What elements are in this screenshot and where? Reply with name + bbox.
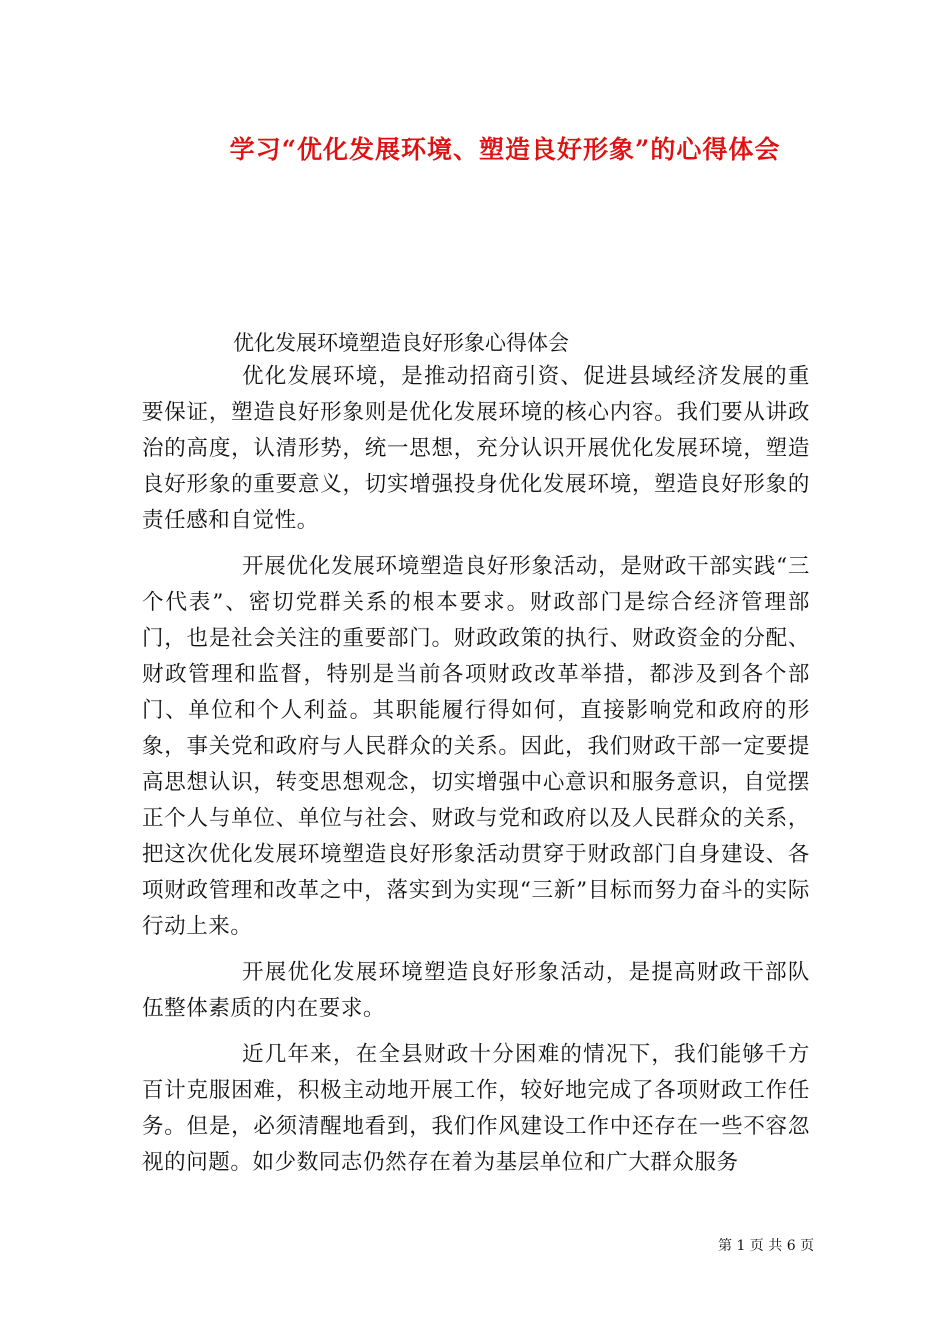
document-body: [142, 359, 810, 1191]
paragraph-3: 开展优化发展环境塑造良好形象活动，是提高财政干部队伍整体素质的内在要求。: [142, 960, 810, 1021]
paragraph-1: 优化发展环境，是推动招商引资、促进县域经济发展的重要保证，塑造良好形象则是优化发展环境的核心内容。我们要从讲政治的高度，认清形势，统一思想，充分认识开展优化发展环境，塑造良好形象的重要意义，切实增强投身优化发展环境，塑造良好形象的责任感和自觉性。: [142, 364, 810, 533]
document-title: 学习“优化发展环境、塑造良好形象”的心得体会: [229, 135, 781, 164]
page-number-footer: 第 1 页 共 6 页: [718, 1238, 815, 1254]
paragraph-4: 近几年来，在全县财政十分困难的情况下，我们能够千方百计克服困难，积极主动地开展工作，较好地完成了各项财政工作任务。但是，必须清醒地看到，我们作风建设工作中还存在一些不容忽视的问题。如少数同志仍然存在着为基层单位和广大群众服务: [142, 1042, 810, 1175]
document-subtitle: 优化发展环境塑造良好形象心得体会: [233, 331, 569, 355]
paragraph-2: 开展优化发展环境塑造良好形象活动，是财政干部实践“三个代表”、密切党群关系的根本要求。财政部门是综合经济管理部门，也是社会关注的重要部门。财政政策的执行、财政资金的分配、财政管理和监督，特别是当前各项财政改革举措，都涉及到各个部门、单位和个人利益。其职能履行得如何，直接影响党和政府的形象，事关党和政府与人民群众的关系。因此，我们财政干部一定要提高思想认识，转变思想观念，切实增强中心意识和服务意识，自觉摆正个人与单位、单位与社会、财政与党和政府以及人民群众的关系，把这次优化发展环境塑造良好形象活动贯穿于财政部门自身建设、各项财政管理和改革之中，落实到为实现“三新”目标而努力奋斗的实际行动上来。: [142, 554, 810, 939]
